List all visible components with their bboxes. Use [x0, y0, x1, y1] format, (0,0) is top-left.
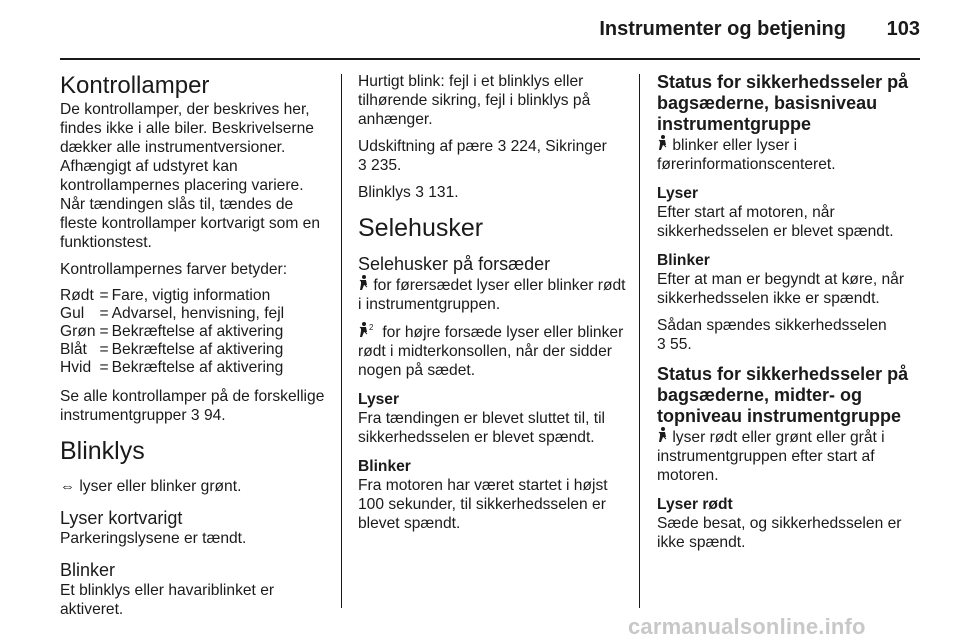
udskiftning-paragraph: Udskiftning af pære 3 224, Sikringer 3 235.	[358, 138, 607, 174]
section-title: Instrumenter og betjening	[599, 18, 846, 40]
color-name: Grøn	[60, 323, 96, 340]
seatbelt-icon	[657, 135, 668, 155]
column-3	[657, 72, 925, 560]
watermark: carmanualsonline.info	[628, 614, 866, 639]
color-meaning-table	[60, 287, 284, 377]
status-basis-paragraph: blinker eller lyser i førerinformationscenteret.	[657, 137, 836, 173]
heading-lyser: Lyser	[657, 185, 699, 202]
hojre-paragraph: 2 for højre forsæde lyser eller blinker rødt i midterkonsollen, når der sidder nogen på sædet.	[358, 323, 624, 379]
color-meaning: Bekræftelse af aktivering	[111, 323, 284, 340]
seatbelt-icon	[657, 427, 668, 447]
header-divider	[60, 58, 920, 60]
heading-kontrollamper: Kontrollamper	[60, 72, 210, 99]
color-meaning: Advarsel, henvisning, fejl	[111, 305, 285, 322]
color-meaning: Bekræftelse af aktivering	[111, 359, 284, 376]
colors-intro: Kontrollampernes farver betyder:	[60, 261, 288, 278]
page-ref[interactable]: 235.	[371, 157, 402, 174]
page-ref[interactable]: 55.	[670, 336, 692, 353]
reference-arrow-icon: 3	[497, 138, 507, 155]
table-row: Grøn = Bekræftelse af aktivering	[60, 323, 284, 340]
blinker-paragraph: Fra motoren har været startet i højst 100 sekunder, til sikkerhedsselen er blevet spændt.	[358, 477, 608, 532]
color-meaning: Bekræftelse af aktivering	[111, 341, 284, 358]
reference-arrow-icon: 3	[657, 336, 666, 353]
blinker-paragraph: Efter at man er begyndt at køre, når sikkerhedsselen ikke er spændt.	[657, 271, 905, 307]
svg-text:2: 2	[369, 323, 374, 332]
reference-arrow-icon: 3	[358, 157, 367, 174]
heading-blinker: Blinker	[60, 560, 116, 580]
heading-lyser-rodt: Lyser rødt	[657, 496, 733, 513]
heading-blinker: Blinker	[657, 252, 710, 269]
turn-signal-icon: ⇔	[60, 478, 75, 495]
heading-selehusker-forsaeder: Selehusker på forsæder	[358, 254, 551, 274]
color-meaning: Fare, vigtig information	[111, 287, 271, 304]
see-all-paragraph: Se alle kontrollamper på de forskellige instrumentgrupper 3 94.	[60, 388, 325, 424]
color-name: Rødt	[60, 287, 94, 304]
lyser-rodt-paragraph: Sæde besat, og sikkerhedsselen er ikke spændt.	[657, 515, 902, 551]
heading-lyser: Lyser	[358, 391, 400, 408]
column-divider	[639, 74, 640, 608]
color-name: Hvid	[60, 359, 92, 376]
forer-paragraph: for førersædet lyser eller blinker rødt i instrumentgruppen.	[358, 277, 626, 313]
page-ref[interactable]: 131.	[428, 184, 459, 201]
seatbelt-passenger-icon	[358, 322, 378, 342]
color-name: Blåt	[60, 341, 87, 358]
heading-blinklys: Blinklys	[60, 437, 145, 465]
blinker-text: Et blinklys eller havariblinket er aktiveret.	[60, 582, 275, 618]
saadan-paragraph: Sådan spændes sikkerhedsselen 3 55.	[657, 317, 887, 353]
blinklys-ref-paragraph: Blinklys 3 131.	[358, 184, 459, 201]
reference-arrow-icon: 3	[415, 184, 424, 201]
status-midter-top-paragraph: lyser rødt eller grønt eller gråt i instrumentgruppen efter start af motoren.	[657, 429, 885, 484]
page-number: 103	[886, 18, 920, 40]
page-ref[interactable]: 224, Sikringer	[510, 138, 607, 155]
page-header	[0, 0, 960, 58]
lyser-paragraph: Fra tændingen er blevet sluttet til, til sikkerhedsselen er blevet spændt.	[358, 410, 606, 446]
heading-lyser-kortvarigt: Lyser kortvarigt	[60, 508, 183, 528]
heading-selehusker: Selehusker	[358, 214, 484, 242]
blinklys-paragraph: ⇔ lyser eller blinker grønt.	[60, 478, 242, 495]
lyser-paragraph: Efter start af motoren, når sikkerhedsselen er blevet spændt.	[657, 204, 894, 240]
table-row: Gul = Advarsel, henvisning, fejl	[60, 305, 285, 322]
heading-status-midter-top: Status for sikkerhedsseler på bagsæderne, midter- og topniveau instrumentgruppe	[657, 364, 909, 426]
color-name: Gul	[60, 305, 85, 322]
table-row: Blåt = Bekræftelse af aktivering	[60, 341, 284, 358]
reference-arrow-icon: 3	[190, 407, 200, 424]
heading-blinker: Blinker	[358, 458, 411, 475]
intro-paragraph: De kontrollamper, der beskrives her, findes ikke i alle biler. Beskrivelserne dækker alle instrumentversioner. Afhængigt af udstyret kan kontrollampernes placering variere. Når tændingen slås til, tændes de fleste kontrollamper kortvarigt som en funktionstest.	[60, 101, 320, 251]
seatbelt-icon	[358, 275, 369, 295]
heading-status-basis: Status for sikkerhedsseler på bagsæderne, basisniveau instrumentgruppe	[657, 72, 909, 134]
page-ref[interactable]: 94.	[203, 407, 226, 424]
table-row: Hvid = Bekræftelse af aktivering	[60, 359, 284, 376]
hurtigt-blink-paragraph: Hurtigt blink: fejl i et blinklys eller tilhørende sikring, fejl i blinklys på anhænger.	[358, 73, 591, 128]
lyser-kortvarigt-text: Parkeringslysene er tændt.	[60, 530, 247, 547]
column-divider	[341, 74, 342, 608]
table-row: Rødt = Fare, vigtig information	[60, 287, 284, 305]
column-1	[60, 72, 328, 627]
column-2	[358, 72, 626, 541]
